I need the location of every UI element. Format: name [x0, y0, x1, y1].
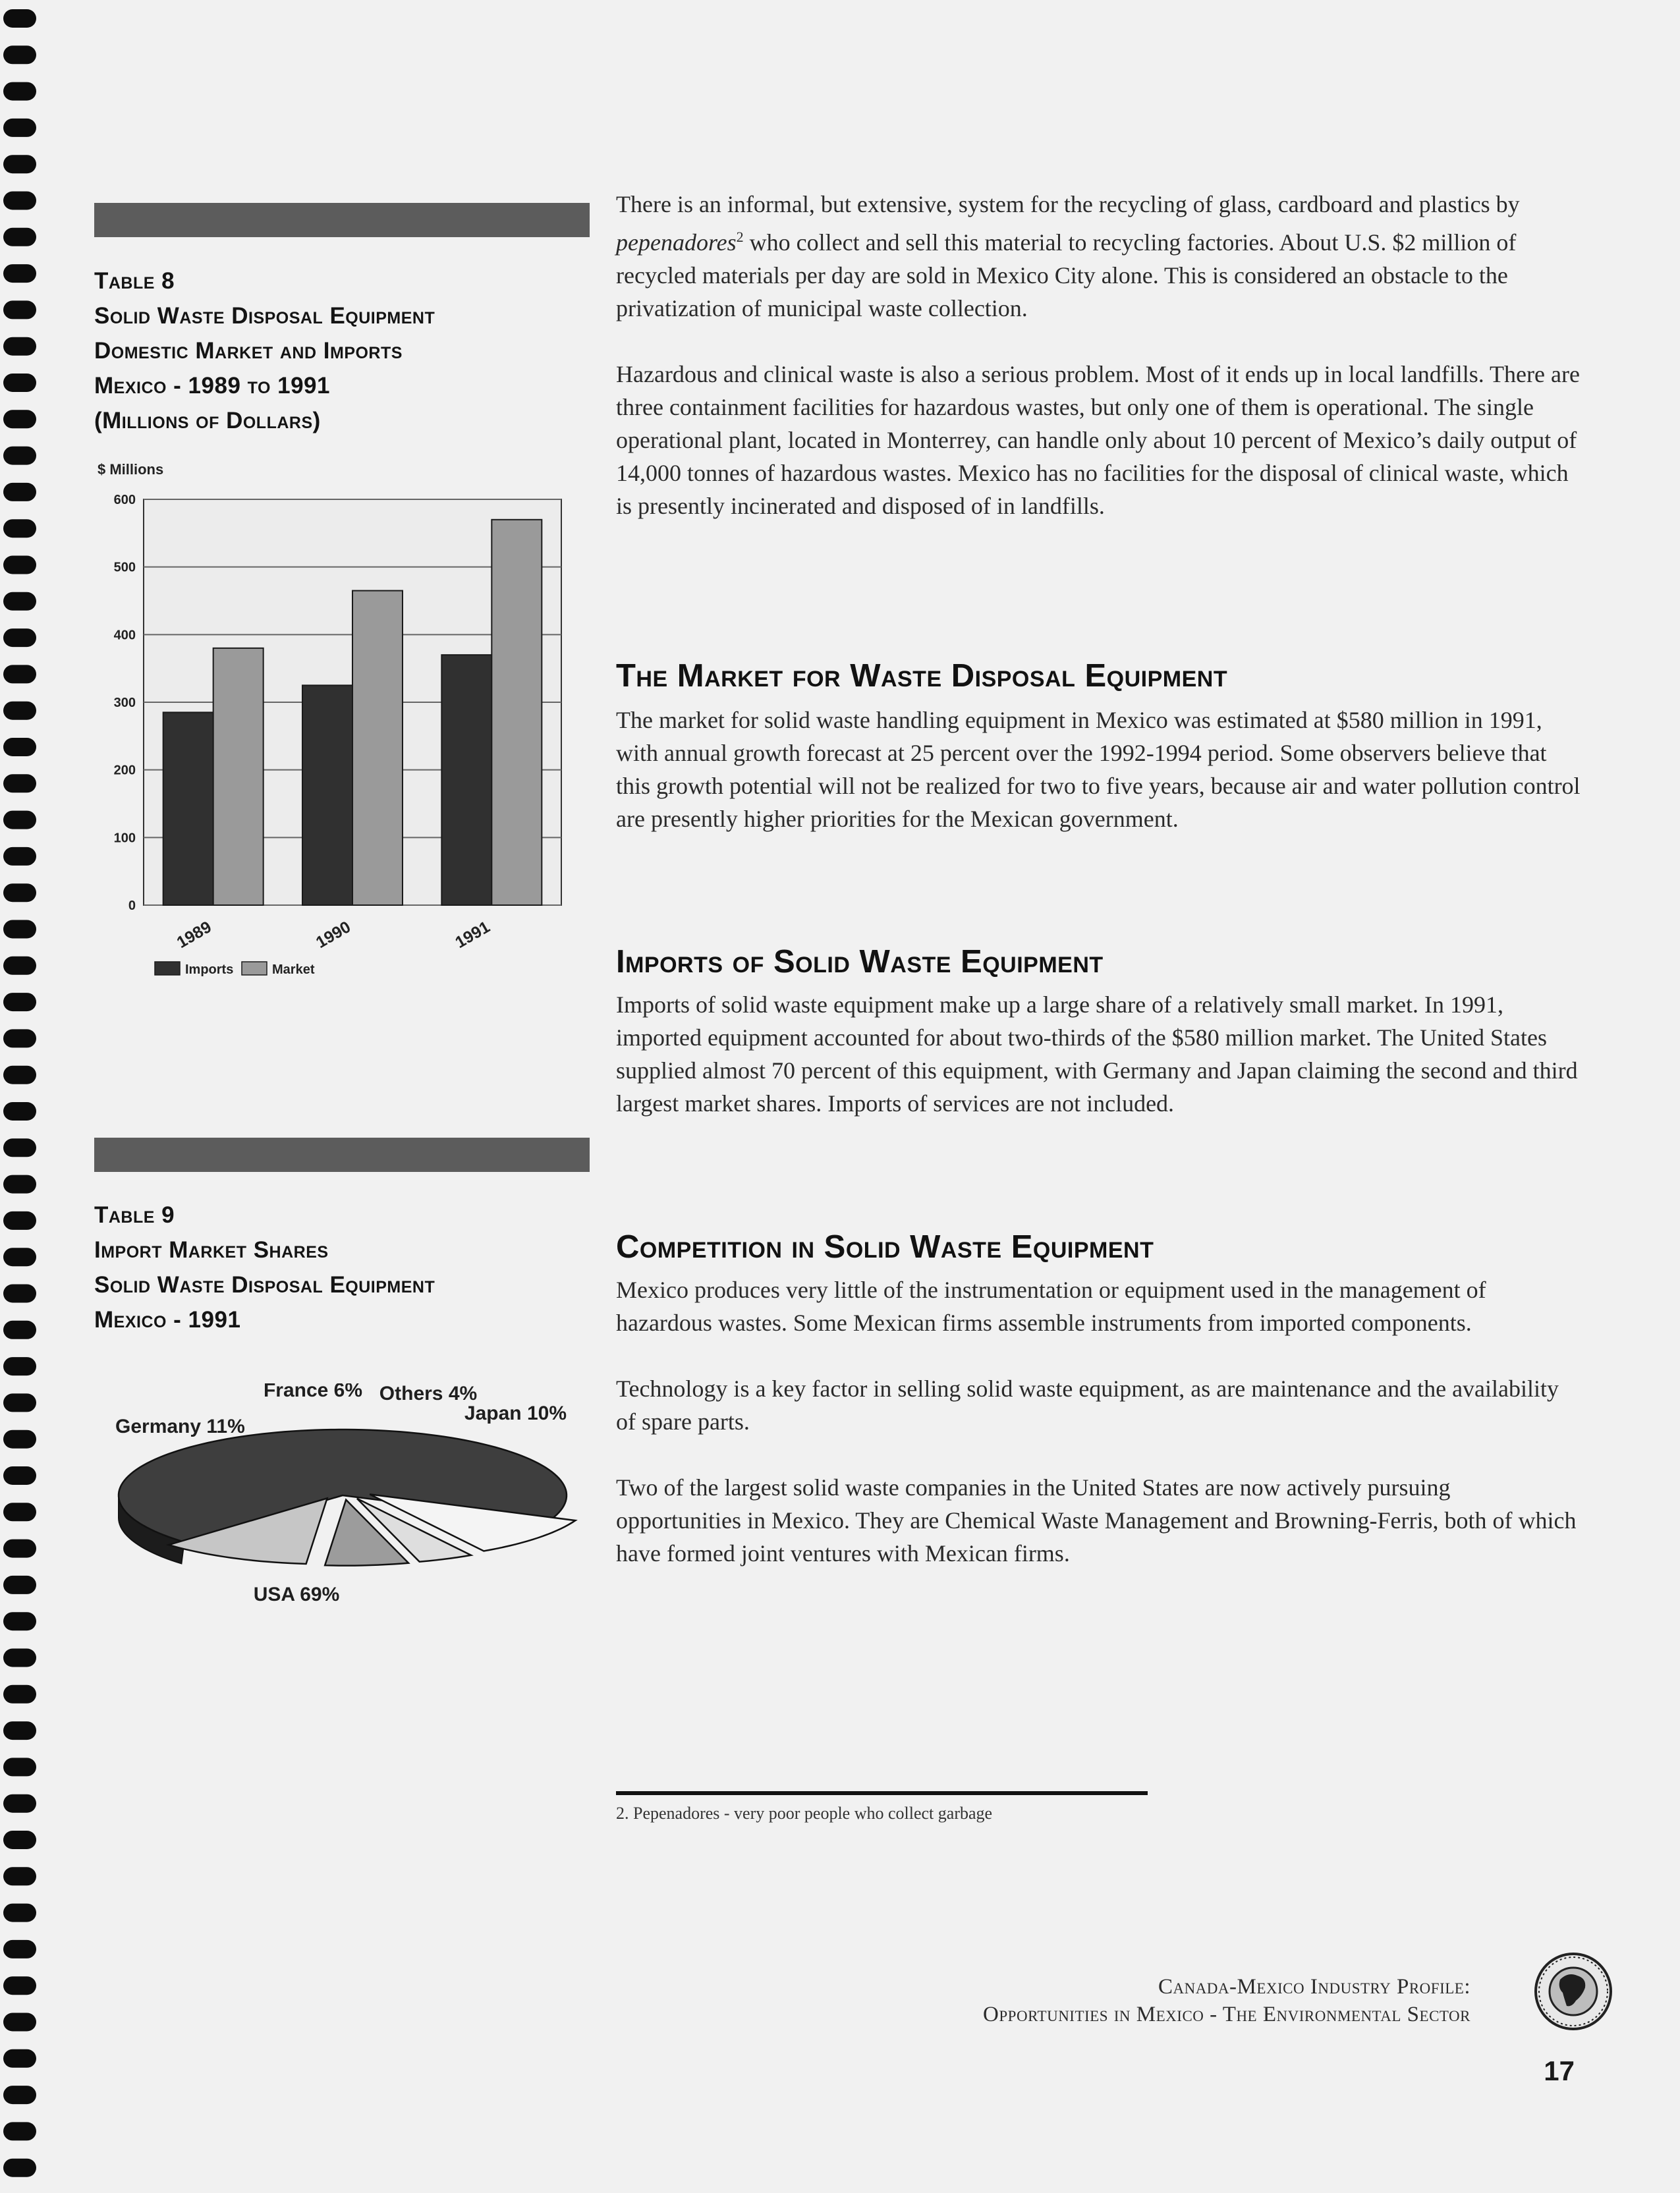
- page-number: 17: [1544, 2055, 1575, 2086]
- table8-title-line: Domestic Market and Imports: [94, 338, 403, 364]
- binding-ring: [3, 155, 36, 173]
- x-tick-label: 1991: [452, 918, 493, 953]
- binding-ring: [3, 883, 36, 902]
- binding-ring: [3, 2049, 36, 2068]
- binding-ring: [3, 192, 36, 210]
- globe-seal-icon: [1534, 1952, 1613, 2031]
- binding-ring: [3, 374, 36, 392]
- table9-title-line: Import Market Shares: [94, 1237, 329, 1263]
- paragraph-competition: Mexico produces very little of the instrumentation or equipment used in the management of hazardous wastes. Some Mexican firms assemble instruments from imported components.: [616, 1277, 1486, 1336]
- footnote-rule: [616, 1791, 1148, 1795]
- pie-label-france: France 6%: [263, 1383, 363, 1401]
- pie-chart: [92, 1383, 593, 1621]
- binding-ring: [3, 1175, 36, 1194]
- binding-ring: [3, 410, 36, 428]
- pie-label-usa: USA 69%: [253, 1584, 340, 1605]
- binding-ring: [3, 1285, 36, 1303]
- heading-competition: Competition in Solid Waste Equipment: [616, 1229, 1154, 1265]
- table9-header-bar: [94, 1138, 590, 1172]
- pie-label-others: Others 4%: [379, 1383, 478, 1404]
- binding-ring: [3, 1066, 36, 1084]
- binding-ring: [3, 774, 36, 792]
- market-section: [616, 704, 1581, 835]
- footer-title-line2: Opportunities in Mexico - The Environmental Sector: [983, 2003, 1470, 2026]
- binding-ring: [3, 45, 36, 64]
- pepenadores-term: pepenadores: [616, 229, 737, 256]
- binding-ring: [3, 264, 36, 283]
- paragraph-imports: Imports of solid waste equipment make up a large share of a relatively small market. In 1991, imported equipment accounted for about two-thirds of the $580 million market. The United States supplied almost 70 percent of this equipment, with Germany and Japan claiming the second and third largest market shares. Imports of services are not included.: [616, 991, 1578, 1117]
- binding-ring: [3, 1466, 36, 1485]
- table9-title-line: Solid Waste Disposal Equipment: [94, 1272, 435, 1298]
- binding-ring: [3, 665, 36, 683]
- binding-ring: [3, 228, 36, 246]
- x-tick-label: 1990: [312, 918, 354, 953]
- x-tick-label: 1989: [173, 918, 215, 953]
- bar-chart: [92, 455, 593, 1028]
- binding-ring: [3, 1904, 36, 1922]
- binding-ring: [3, 847, 36, 866]
- bar-imports-1990: [302, 685, 352, 905]
- binding-ring: [3, 957, 36, 975]
- binding-ring: [3, 119, 36, 137]
- binding-ring: [3, 1138, 36, 1157]
- binding-ring: [3, 483, 36, 501]
- binding-ring: [3, 993, 36, 1011]
- paragraph-market: The market for solid waste handling equipment in Mexico was estimated at $580 million in 1991, with annual growth forecast at 25 percent over the 1992-1994 period. Some observers believe that this growth potential will not be realized for two to five years, because air and water pollution control are presently higher priorities for the Mexican government.: [616, 707, 1581, 832]
- y-tick-label: 400: [113, 628, 136, 643]
- footnote-ref[interactable]: 2: [736, 229, 744, 245]
- heading-market: The Market for Waste Disposal Equipment: [616, 658, 1228, 694]
- y-tick-label: 500: [113, 560, 136, 575]
- binding-ring: [3, 1940, 36, 1958]
- binding-ring: [3, 447, 36, 465]
- binding-ring: [3, 1503, 36, 1521]
- legend-label-market: Market: [272, 962, 315, 977]
- binding-ring: [3, 300, 36, 319]
- binding-ring: [3, 82, 36, 101]
- y-tick-label: 600: [113, 493, 136, 507]
- spiral-binding: [0, 0, 59, 2193]
- binding-ring: [3, 1649, 36, 1667]
- y-axis-label: $ Millions: [98, 461, 164, 478]
- binding-ring: [3, 1831, 36, 1849]
- binding-ring: [3, 1685, 36, 1704]
- binding-ring: [3, 2013, 36, 2032]
- bar-market-1991: [491, 520, 542, 905]
- binding-ring: [3, 1758, 36, 1776]
- y-tick-label: 0: [128, 899, 136, 913]
- binding-ring: [3, 1867, 36, 1885]
- legend-swatch-imports: [155, 962, 180, 975]
- paragraph-text: who collect and sell this material to recycling factories. About U.S. $2 million of recycled materials per day are sold in Mexico City alone. This is considered an obstacle to the privatization of municipal waste collection.: [616, 229, 1517, 321]
- binding-ring: [3, 9, 36, 28]
- bar-market-1989: [213, 648, 264, 905]
- pie-label-japan: Japan 10%: [464, 1402, 567, 1424]
- table8-header-bar: [94, 203, 590, 237]
- table8-caption: [94, 264, 595, 438]
- binding-ring: [3, 1540, 36, 1558]
- binding-ring: [3, 1321, 36, 1339]
- binding-ring: [3, 702, 36, 720]
- binding-ring: [3, 1248, 36, 1266]
- binding-ring: [3, 1721, 36, 1740]
- binding-ring: [3, 1976, 36, 1995]
- table8-label: Table 8: [94, 268, 175, 294]
- bar-imports-1991: [441, 655, 491, 905]
- table8-title-line: Mexico - 1989 to 1991: [94, 373, 330, 399]
- binding-ring: [3, 628, 36, 647]
- y-tick-label: 300: [113, 696, 136, 710]
- intro-section: [616, 188, 1581, 522]
- legend-swatch-market: [242, 962, 267, 975]
- binding-ring: [3, 1612, 36, 1630]
- table8-title-line: (Millions of Dollars): [94, 408, 321, 433]
- binding-ring: [3, 337, 36, 356]
- bar-imports-1989: [163, 712, 213, 905]
- paragraph-recycling: [616, 188, 1581, 325]
- footer-title-line1: Canada-Mexico Industry Profile:: [1158, 1975, 1470, 1999]
- heading-imports: Imports of Solid Waste Equipment: [616, 944, 1104, 980]
- paragraph-technology: Technology is a key factor in selling solid waste equipment, as are maintenance and the availability of spare parts.: [616, 1375, 1559, 1435]
- binding-ring: [3, 556, 36, 574]
- binding-ring: [3, 1211, 36, 1230]
- binding-ring: [3, 1029, 36, 1047]
- binding-ring: [3, 519, 36, 538]
- binding-ring: [3, 920, 36, 939]
- pie-label-germany: Germany 11%: [115, 1416, 245, 1437]
- binding-ring: [3, 1794, 36, 1813]
- paragraph-companies: Two of the largest solid waste companies in the United States are now actively pursuing opportunities in Mexico. They are Chemical Waste Management and Browning-Ferris, both of which have formed joint ventures with Mexican firms.: [616, 1474, 1577, 1567]
- binding-ring: [3, 2159, 36, 2177]
- table9-title-line: Mexico - 1991: [94, 1307, 241, 1333]
- binding-ring: [3, 592, 36, 611]
- legend-label-imports: Imports: [185, 962, 234, 977]
- binding-ring: [3, 811, 36, 829]
- paragraph-text: There is an informal, but extensive, system for the recycling of glass, cardboard and plastics by: [616, 191, 1520, 217]
- table9-label: Table 9: [94, 1202, 175, 1228]
- paragraph-hazardous: Hazardous and clinical waste is also a serious problem. Most of it ends up in local landfills. There are three containment facilities for hazardous wastes, but only one of them is operational. The single operational plant, located in Monterrey, can handle only about 10 percent of Mexico’s daily output of 14,000 tonnes of hazardous wastes. Mexico has no facilities for the disposal of clinical waste, which is presently incinerated and disposed of in landfills.: [616, 361, 1580, 519]
- table8-title-line: Solid Waste Disposal Equipment: [94, 303, 435, 329]
- y-tick-label: 200: [113, 763, 136, 778]
- binding-ring: [3, 738, 36, 756]
- bar-market-1990: [352, 591, 403, 905]
- y-tick-label: 100: [113, 831, 136, 846]
- binding-ring: [3, 2086, 36, 2104]
- binding-ring: [3, 1102, 36, 1121]
- competition-section: [616, 1273, 1581, 1570]
- binding-ring: [3, 1393, 36, 1412]
- footnote: 2. Pepenadores - very poor people who collect garbage: [616, 1804, 993, 1823]
- table9-caption: [94, 1198, 595, 1337]
- binding-ring: [3, 1357, 36, 1375]
- imports-section: [616, 988, 1581, 1120]
- binding-ring: [3, 2122, 36, 2140]
- binding-ring: [3, 1576, 36, 1594]
- binding-ring: [3, 1430, 36, 1449]
